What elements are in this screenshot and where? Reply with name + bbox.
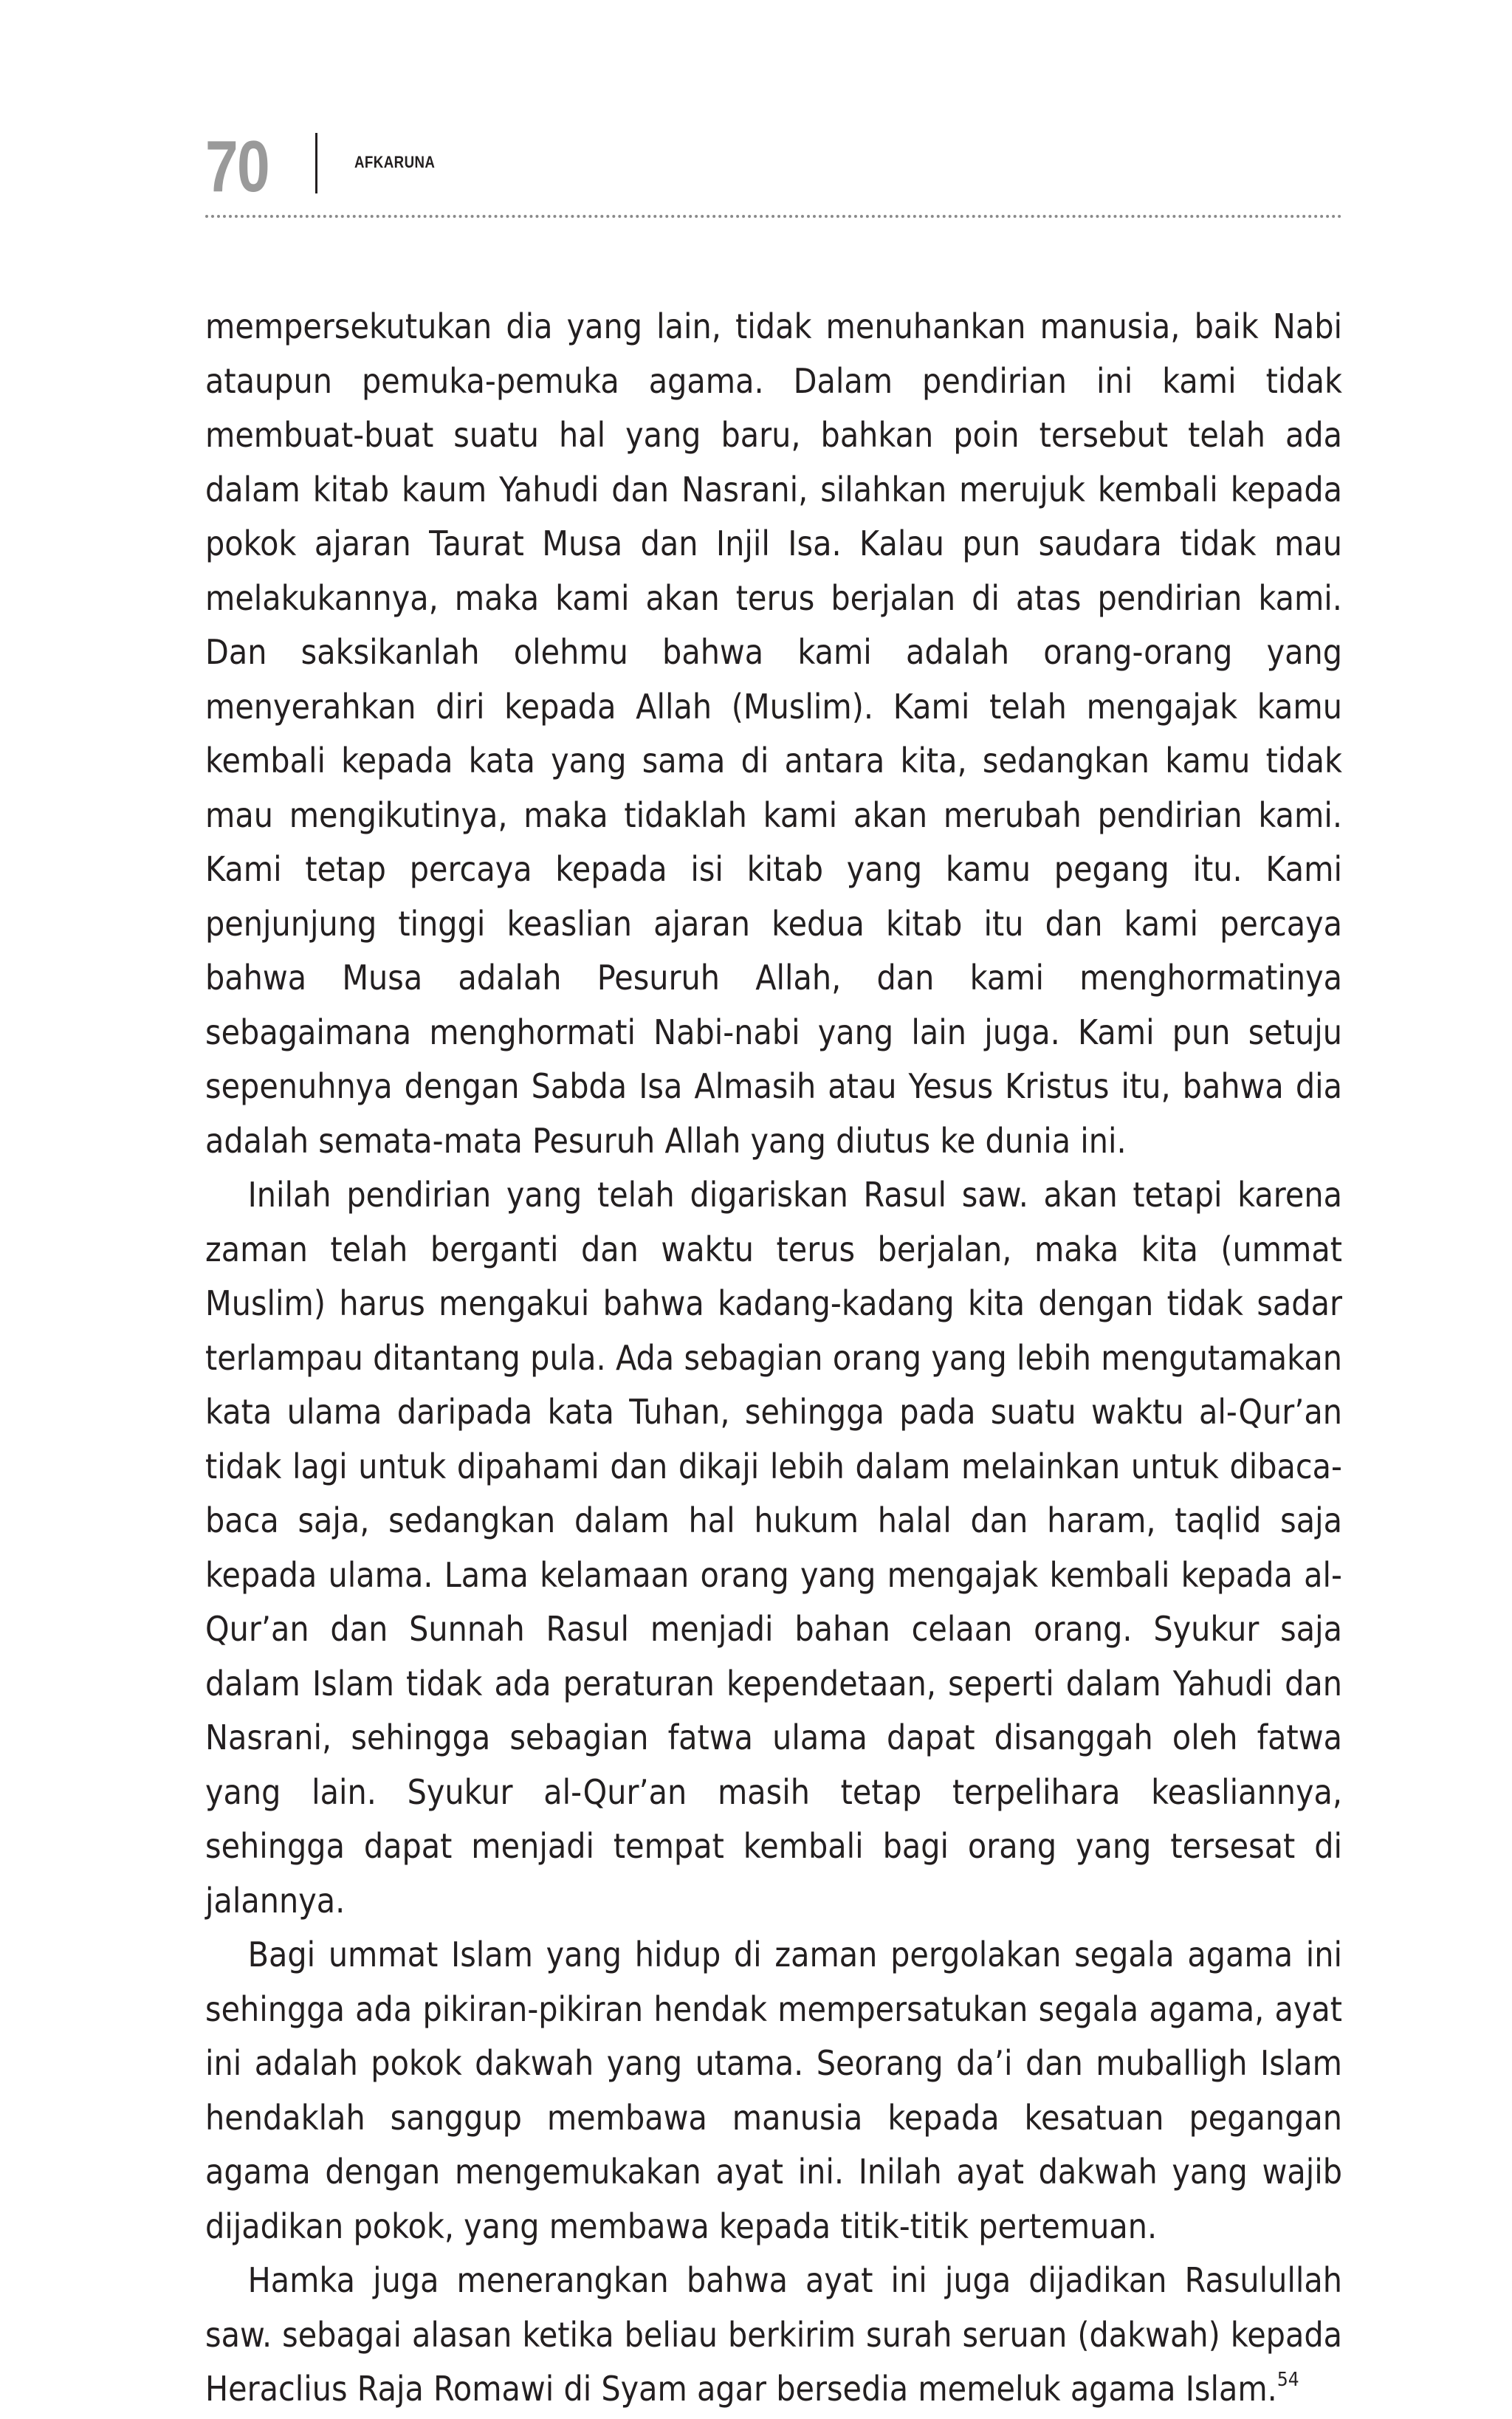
paragraph-text: Bagi ummat Islam yang hidup di zaman pergolakan segala agama ini sehingga ada pikiran-pikiran hendak mempersatukan segala agama, ayat ini adalah pokok dakwah yang utama. Seorang da’i dan muballigh Islam hendaklah sanggup membawa manusia kepada kesatuan pegangan agama dengan mengemukakan ayat ini. Inilah ayat dakwah yang wajib dijadikan pokok, yang membawa kepada titik-titik pertemuan.: [205, 1935, 1342, 2246]
paragraph-text: mempersekutukan dia yang lain, tidak menuhankan manusia, baik Nabi ataupun pemuka-pemuka agama. Dalam pendirian ini kami tidak membuat-buat suatu hal yang baru, bahkan poin tersebut telah ada dalam kitab kaum Yahudi dan Nasrani, silahkan merujuk kembali kepada pokok ajaran Taurat Musa dan Injil Isa. Kalau pun saudara tidak mau melakukannya, maka kami akan terus berjalan di atas pendirian kami. Dan saksikanlah olehmu bahwa kami adalah orang-orang yang menyerahkan diri kepada Allah (Muslim). Kami telah mengajak kamu kembali kepada kata yang sama di antara kita, sedangkan kamu tidak mau mengikutinya, maka tidaklah kami akan merubah pendirian kami. Kami tetap percaya kepada isi kitab yang kamu pegang itu. Kami penjunjung tinggi keaslian ajaran kedua kitab itu dan kami percaya bahwa Musa adalah Pesuruh Allah, dan kami menghormatinya sebagaimana menghormati Nabi-nabi yang lain juga. Kami pun setuju sepenuhnya dengan Sabda Isa Almasih atau Yesus Kristus itu, bahwa dia adalah semata-mata Pesuruh Allah yang diutus ke dunia ini.: [205, 306, 1342, 1161]
paragraph: [205, 1928, 1342, 2254]
page-number: 70: [205, 126, 269, 207]
header-divider: [315, 133, 317, 193]
paragraph-text: Hamka juga menerangkan bahwa ayat ini juga dijadikan Rasulullah saw. sebagai alasan ketika beliau berkirim surah seruan (dakwah) kepada Heraclius Raja Romawi di Syam agar bersedia memeluk agama Islam.: [205, 2260, 1342, 2409]
footnote-reference: 54: [1276, 2369, 1299, 2391]
paragraph: [205, 1168, 1342, 1928]
page-header: [205, 126, 1342, 207]
header-dotted-rule: [205, 215, 1342, 218]
body-text: [205, 300, 1342, 2417]
paragraph-text: Inilah pendirian yang telah digariskan Rasul saw. akan tetapi karena zaman telah berganti dan waktu terus berjalan, maka kita (ummat Muslim) harus mengakui bahwa kadang-kadang kita dengan tidak sadar terlampau ditantang pula. Ada sebagian orang yang lebih mengutamakan kata ulama daripada kata Tuhan, sehingga pada suatu waktu al-Qur’an tidak lagi untuk dipahami dan dikaji lebih dalam melainkan untuk dibaca-baca saja, sedangkan dalam hal hukum halal dan haram, taqlid saja kepada ulama. Lama kelamaan orang yang mengajak kembali kepada al-Qur’an dan Sunnah Rasul menjadi bahan celaan orang. Syukur saja dalam Islam tidak ada peraturan kependetaan, seperti dalam Yahudi dan Nasrani, sehingga sebagian fatwa ulama dapat disanggah oleh fatwa yang lain. Syukur al-Qur’an masih tetap terpelihara keasliannya, sehingga dapat menjadi tempat kembali bagi orang yang tersesat di jalannya.: [205, 1175, 1342, 1921]
running-title: AFKARUNA: [354, 153, 436, 171]
paragraph: [205, 300, 1342, 1168]
paragraph: [205, 2254, 1342, 2417]
